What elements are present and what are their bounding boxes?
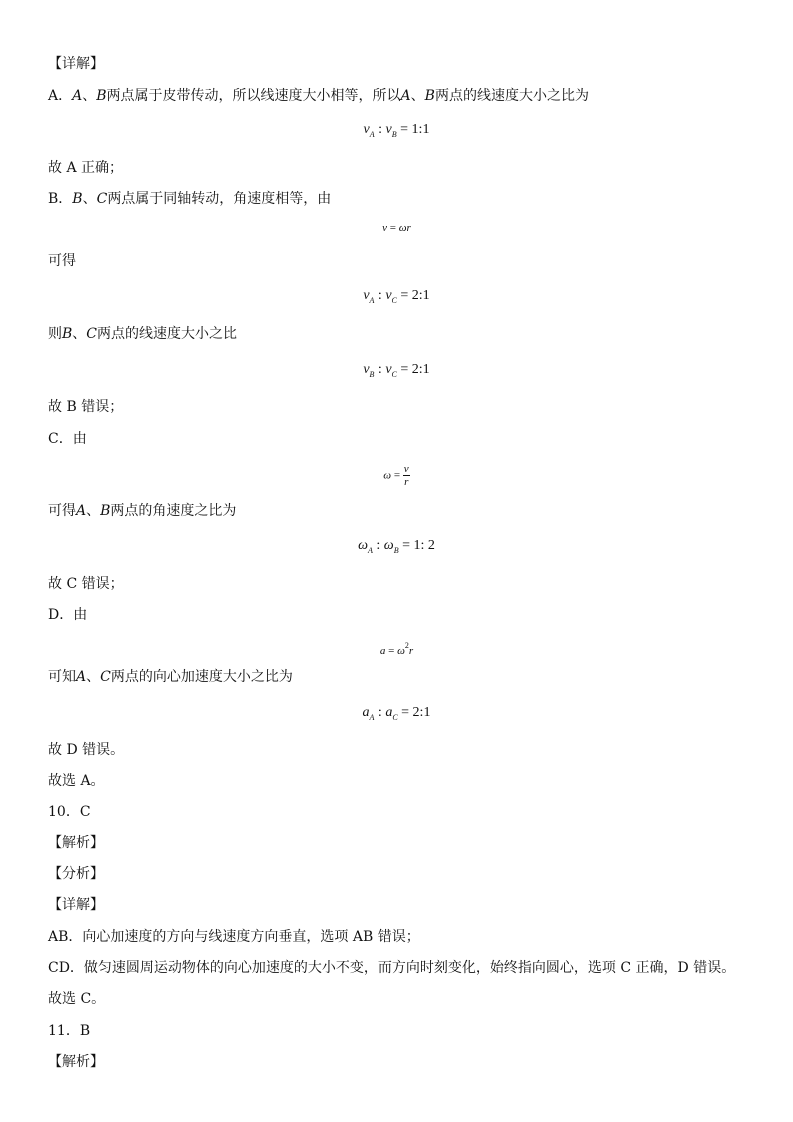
equation-vb-vc: $v_B$ : $v_C$ = 2:1 <box>363 362 430 379</box>
equation-v-omega-r: v = ωr <box>382 222 411 234</box>
paragraph-option-b: B．B、C两点属于同轴转动，角速度相等，由 <box>48 191 332 207</box>
conclusion-c: 故 C 错误； <box>48 576 124 592</box>
equation-aa-ac: $a_A$ : $a_C$ = 2:1 <box>362 705 431 722</box>
paragraph-option-d: D．由 <box>48 607 88 623</box>
paragraph-option-ab: AB．向心加速度的方向与线速度方向垂直，选项 AB 错误； <box>48 929 420 945</box>
paragraph-option-c: C．由 <box>48 431 87 447</box>
paragraph-option-a: A．A、B两点属于皮带传动，所以线速度大小相等，所以A、B两点的线速度大小之比为 <box>48 88 589 104</box>
conclusion-a: 故 A 正确； <box>48 160 124 176</box>
heading-analysis: 【解析】 <box>48 835 104 851</box>
text-thus: 可得 <box>48 253 76 269</box>
paragraph-option-cd: CD．做匀速圆周运动物体的向心加速度的大小不变，而方向时刻变化，始终指向圆心，选项 C 正确，D 错误。 <box>48 960 736 976</box>
conclusion-b: 故 B 错误； <box>48 399 124 415</box>
paragraph-ab-angular: 可得A、B两点的角速度之比为 <box>48 503 237 519</box>
equation-omega-a-omega-b: $\omega_A$ : $\omega_B = 1$: 2 <box>358 538 435 555</box>
heading-detail: 【详解】 <box>48 56 104 72</box>
heading-analysis-2: 【解析】 <box>48 1054 104 1070</box>
paragraph-bc-ratio: 则B、C两点的线速度大小之比 <box>48 326 238 342</box>
answer-q10: 故选 C。 <box>48 991 106 1007</box>
paragraph-ac-accel: 可知A、C两点的向心加速度大小之比为 <box>48 669 293 685</box>
heading-detail-2: 【详解】 <box>48 897 104 913</box>
equation-va-vc: $v_A$ : $v_C$ = 2:1 <box>363 288 430 305</box>
heading-breakdown: 【分析】 <box>48 866 104 882</box>
question-10-answer: 10．C <box>48 804 91 820</box>
equation-omega-v-over-r: ω = $\frac{v}{r}$ <box>383 463 409 488</box>
equation-a-omega2-r: $a = \omega^2r$ <box>379 641 414 657</box>
equation-va-vb: $v_A$ : $v_B$ = 1:1 <box>363 122 430 139</box>
answer-q9: 故选 A。 <box>48 773 105 789</box>
conclusion-d: 故 D 错误。 <box>48 742 125 758</box>
question-11-answer: 11．B <box>48 1023 91 1039</box>
fraction-v-over-r: $\frac{v}{r}$ <box>403 463 409 488</box>
